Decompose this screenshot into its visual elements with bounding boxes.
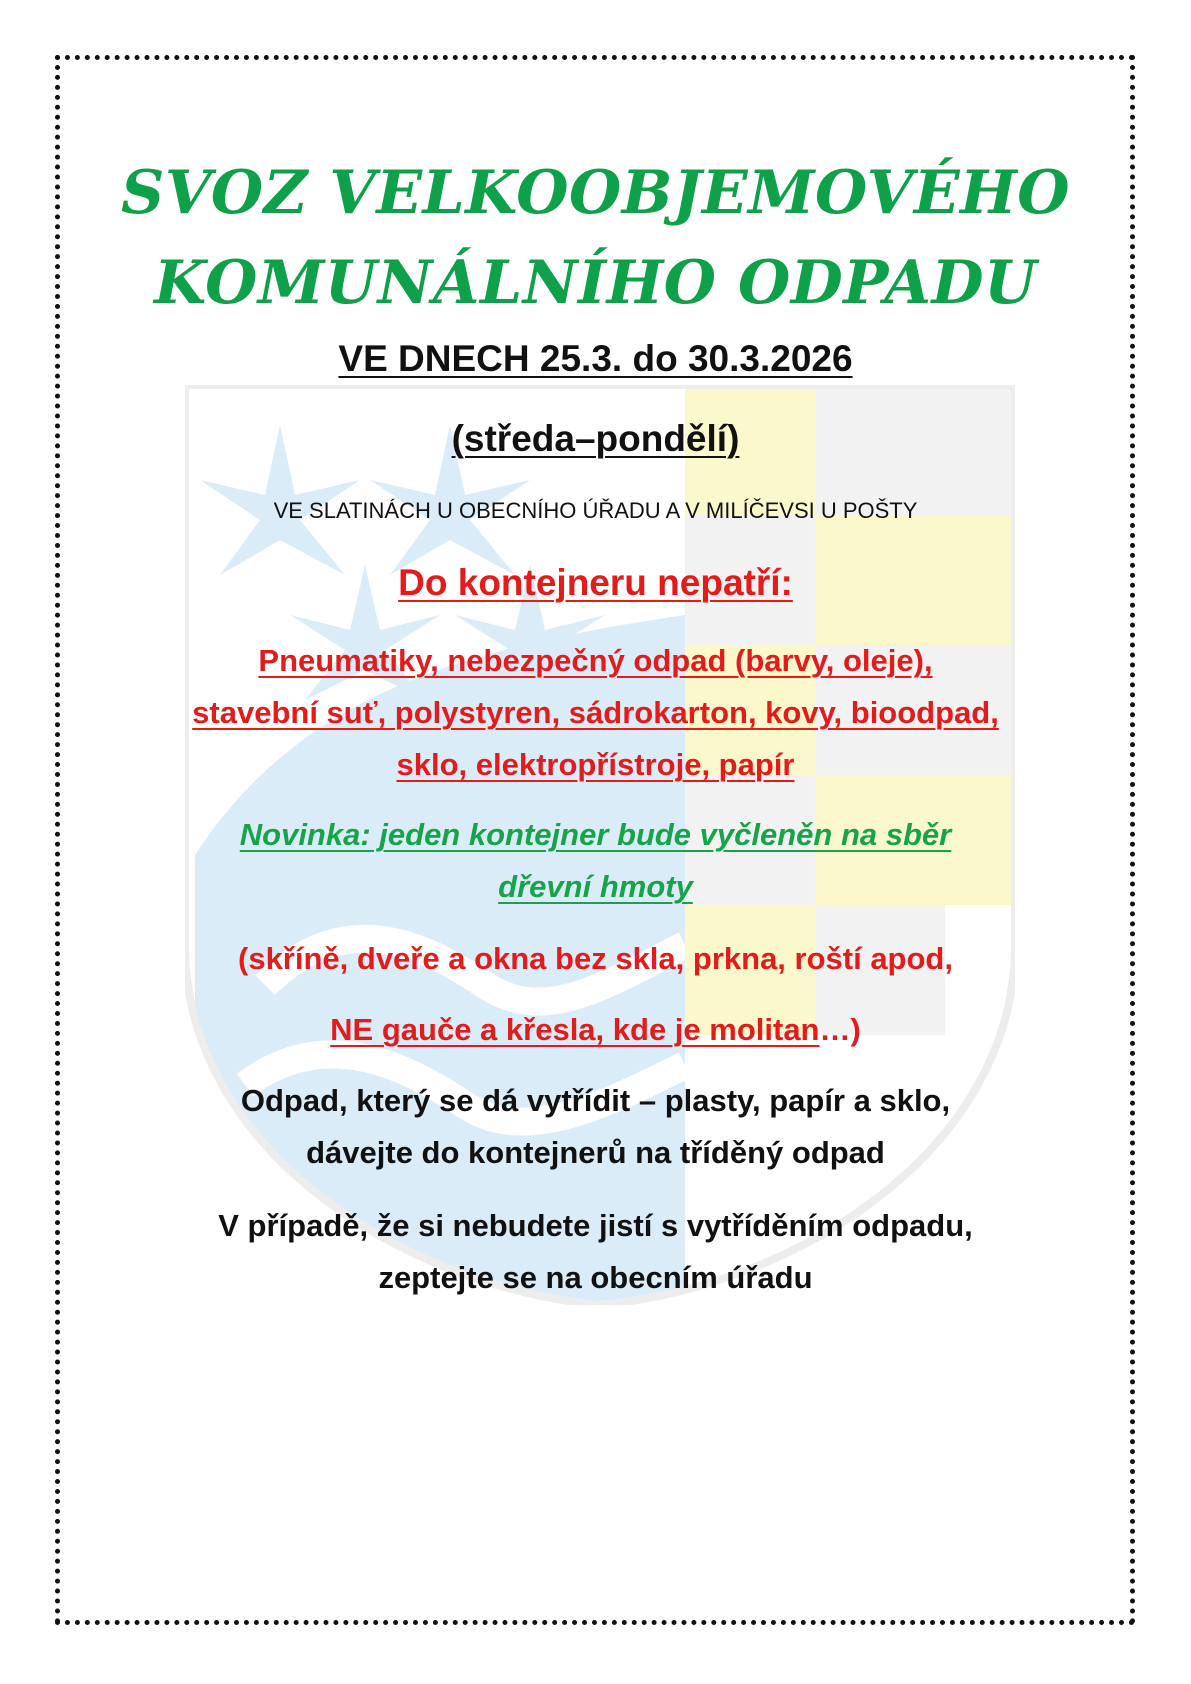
wood-examples-line-1: (skříně, dveře a okna bez skla, prkna, roští apod, (238, 941, 953, 976)
sorting-line-2: dávejte do kontejnerů na tříděný odpad (306, 1135, 885, 1170)
not-allowed-heading: Do kontejneru nepatří: (398, 562, 793, 603)
days-text: (středa–pondělí) (451, 418, 740, 459)
dates-text: VE DNECH 25.3. do 30.3.2026 (338, 338, 853, 379)
news-line-2 (0, 869, 1191, 905)
not-allowed-line-2 (0, 695, 1191, 731)
not-allowed-line-3 (0, 747, 1191, 783)
sorting-line-1: Odpad, který se dá vytřídit – plasty, papír a sklo, (240, 1083, 951, 1118)
dates-line (0, 338, 1191, 380)
days-line (0, 418, 1191, 460)
not-allowed-text-1: Pneumatiky, nebezpečný odpad (barvy, oleje), (258, 643, 933, 678)
news-text-1: Novinka: jeden kontejner bude vyčleněn na sběr (239, 817, 952, 852)
news-line-1 (0, 817, 1191, 853)
not-allowed-text-3: sklo, elektropřístroje, papír (396, 747, 795, 782)
wood-examples-line-2 (0, 1012, 1191, 1048)
not-allowed-text-2: stavební suť, polystyren, sádrokarton, kovy, bioodpad, (192, 695, 999, 730)
wood-examples-main: NE gauče a křesla, kde je molitan (330, 1012, 820, 1047)
title-line-2: KOMUNÁLNÍHO ODPADU (154, 248, 1037, 318)
not-allowed-line-1 (0, 643, 1191, 679)
help-line-2: zeptejte se na obecním úřadu (378, 1260, 813, 1295)
news-text-2: dřevní hmoty (498, 869, 693, 904)
wood-examples-end: …) (819, 1012, 861, 1047)
location-text: VE SLATINÁCH U OBECNÍHO ÚŘADU A V MILÍČEVSI U POŠTY (273, 498, 918, 523)
not-allowed-heading-line (0, 562, 1191, 604)
help-line-1: V případě, že si nebudete jistí s vytříděním odpadu, (218, 1208, 973, 1243)
title-line-1: SVOZ VELKOOBJEMOVÉHO (120, 158, 1071, 228)
